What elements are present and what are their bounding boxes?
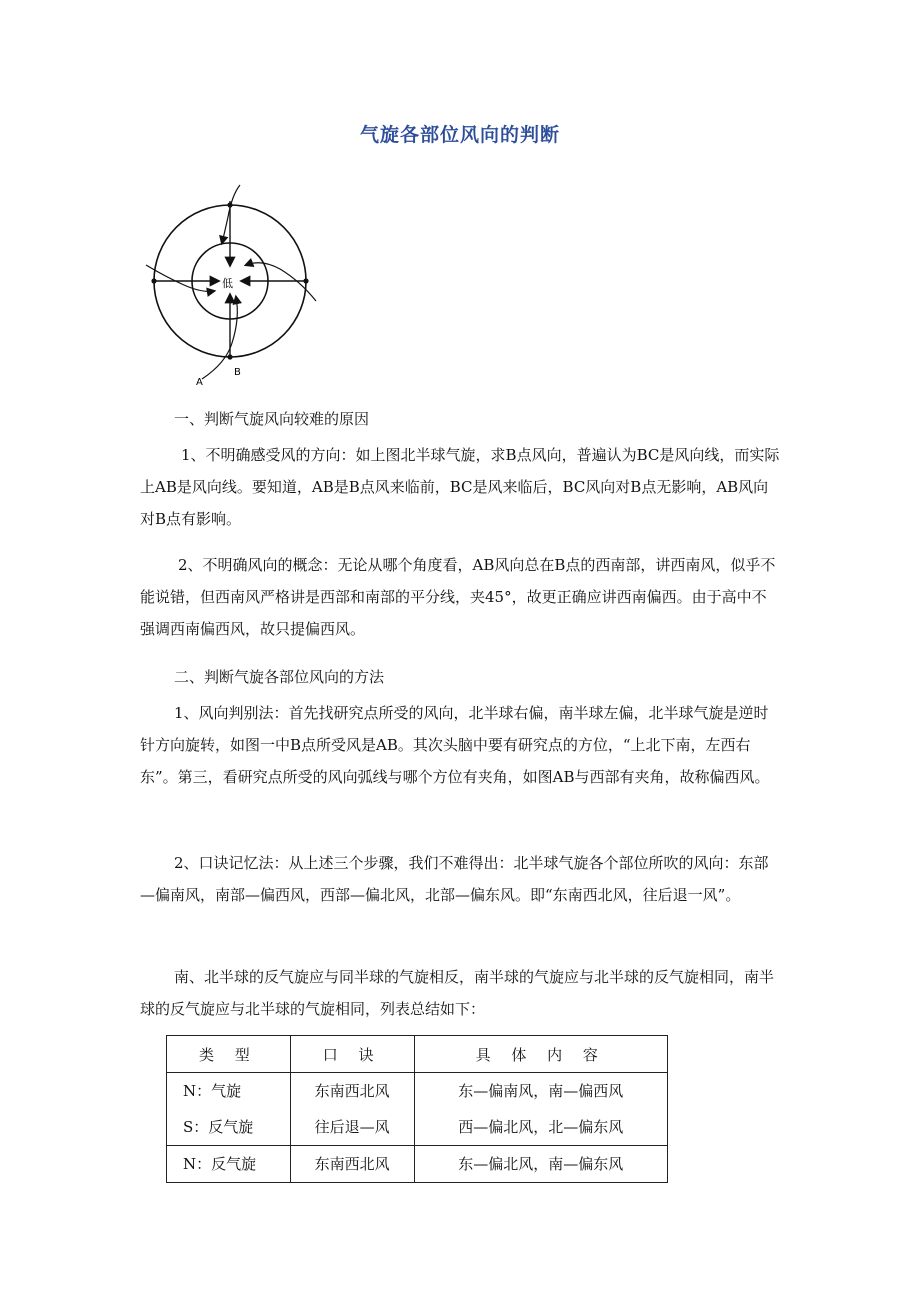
header-content: 具 体 内 容 [414, 1036, 667, 1073]
paragraph-4: 2、口诀记忆法：从上述三个步骤，我们不难得出：北半球气旋各个部位所吹的风向：东部—偏南风，南部—偏西风，西部—偏北风，北部—偏东风。即“东南西北风，往后退一风”。 [140, 854, 769, 904]
cell-type: N：反气旋 [167, 1146, 291, 1183]
west-point [151, 278, 156, 283]
section-heading-1: 一、判断气旋风向较难的原因 [174, 410, 370, 428]
cell-rhyme [290, 1073, 414, 1146]
south-curve-ab [202, 297, 237, 379]
cell-rhyme: 东南西北风 [290, 1146, 414, 1183]
header-rhyme: 口 诀 [290, 1036, 414, 1073]
cell-content [414, 1073, 667, 1146]
east-point [303, 278, 308, 283]
cell-content-line: 西—偏北风，北—偏东风 [458, 1118, 624, 1136]
header-type: 类 型 [167, 1036, 291, 1073]
point-a-label: A [196, 377, 203, 388]
paragraph-3: 1、风向判别法：首先找研究点所受的风向，北半球右偏，南半球左偏，北半球气旋是逆时针方向旋转，如图一中B点所受风是AB。其次头脑中要有研究点的方位，“上北下南，左西右东”。第三，看研究点所受的风向弧线与哪个方位有夹角，如图AB与西部有夹角，故称偏西风。 [140, 704, 770, 786]
cell-rhyme-line: 往后退—风 [314, 1118, 390, 1136]
cell-content: 东—偏北风，南—偏东风 [414, 1146, 667, 1183]
table-header-row [167, 1036, 668, 1073]
cyclone-diagram [140, 183, 326, 391]
paragraph-5: 南、北半球的反气旋应与同半球的气旋相反，南半球的气旋应与北半球的反气旋相同，南半球的反气旋应与北半球的气旋相同，列表总结如下： [140, 968, 775, 1018]
cell-type-line: N：气旋 [183, 1082, 242, 1100]
section-heading-2: 二、判断气旋各部位风向的方法 [174, 668, 385, 686]
west-curve [146, 265, 214, 291]
cell-content-line: 东—偏南风，南—偏西风 [458, 1082, 624, 1100]
cell-type-line: S：反气旋 [183, 1118, 254, 1136]
page-title: 气旋各部位风向的判断 [359, 124, 560, 146]
table-row [167, 1073, 668, 1146]
paragraph-1: 1、不明确感受风的方向：如上图北半球气旋，求B点风向，普遍认为BC是风向线，而实际上AB是风向线。要知道，AB是B点风来临前，BC是风来临后，BC风向对B点无影响，AB风向对B点有影响。 [140, 446, 780, 528]
paragraph-2: 2、不明确风向的概念：无论从哪个角度看，AB风向总在B点的西南部，讲西南风，似乎不能说错，但西南风严格讲是西部和南部的平分线，夹45°，故更正确应讲西南偏西。由于高中不强调西南偏西风，故只提偏西风。 [140, 556, 776, 638]
north-curve [222, 185, 240, 243]
point-b-label: B [234, 367, 241, 378]
low-pressure-label: 低 [222, 277, 233, 290]
cyclone-diagram-svg [140, 183, 326, 391]
point-b [227, 354, 232, 359]
cell-type [167, 1073, 291, 1146]
summary-table [166, 1035, 668, 1183]
table-row [167, 1146, 668, 1183]
north-point [227, 202, 232, 207]
cell-rhyme-line: 东南西北风 [314, 1082, 390, 1100]
